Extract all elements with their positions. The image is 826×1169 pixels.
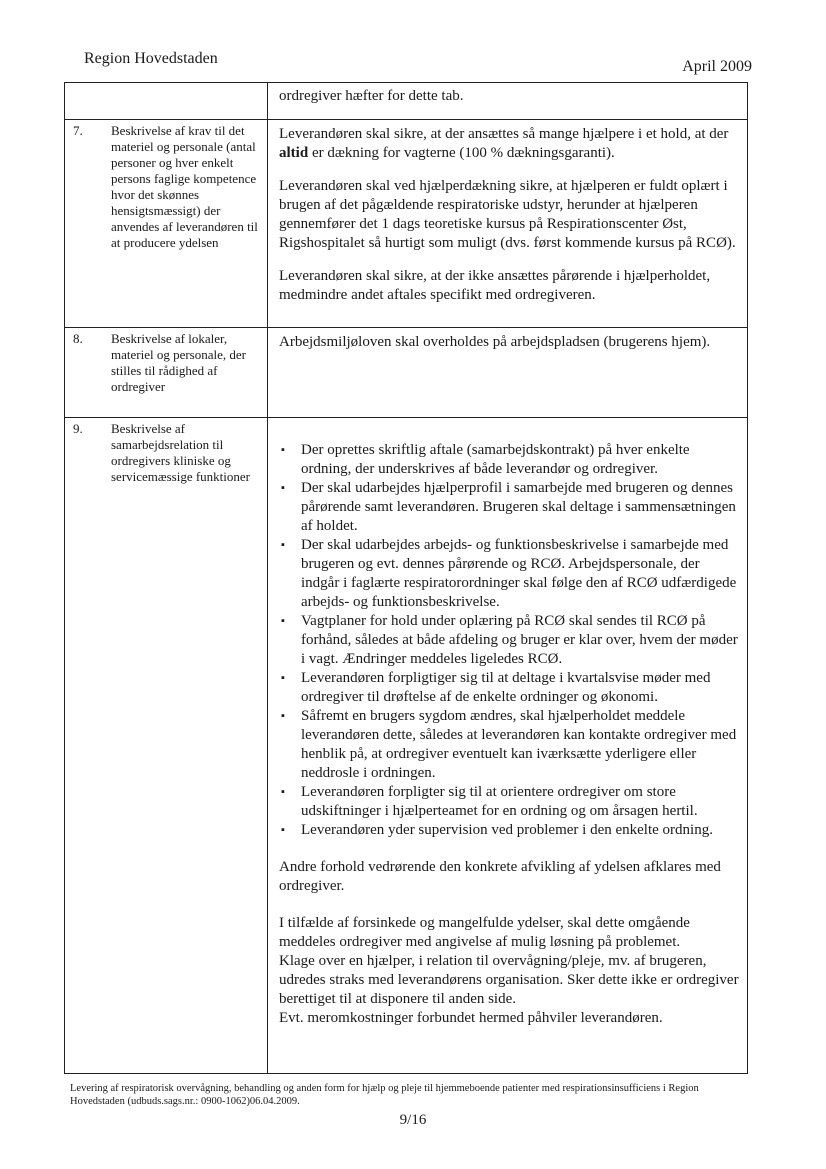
column-divider [267,83,268,1073]
row0-text: ordregiver hæfter for dette tab. [279,88,464,104]
list-item: ▪ Leverandøren forpligter sig til at orientere ordregiver om store udskiftninger i hjælperteamet for en ordning og om årsagen hertil. [279,783,739,821]
list-item: ▪ Vagtplaner for hold under oplæring på RCØ skal sendes til RCØ på forhånd, således at både afdeling og bruger er klar over, hvem der møder i vagt. Ændringer meddeles ligeledes RCØ. [279,612,739,669]
row8-text: Arbejdsmiljøloven skal overholdes på arbejdspladsen (brugerens hjem). [279,334,711,350]
list-item: ▪ Leverandøren forpligtiger sig til at deltage i kvartalsvise møder med ordregiver til drøftelse af de enkelte ordninger og økonomi. [279,669,739,707]
footer-text: Levering af respiratorisk overvågning, behandling og anden form for hjælp og pleje til hjemmeboende patienter med respirationsinsufficiens i Region Hovedstaden (udbuds.sags.nr.: 0900-1062)06.04.2009. [70,1083,699,1107]
page-number: 9/16 [399,1112,427,1128]
list-item: ▪ Leverandøren yder supervision ved problemer i den enkelte ordning. [279,821,739,840]
header-organization: Region Hovedstaden [84,50,218,67]
list-item: ▪ Der skal udarbejdes hjælperprofil i samarbejde med brugeren og dennes pårørende samt leverandøren. Brugeren skal deltage i sammensætningen af holdet. [279,479,739,536]
requirements-table [64,82,748,1074]
row9-final-line: Klage over en hjælper, i relation til overvågning/pleje, mv. af brugeren, udredes straks med leverandørens organisation. Sker dette ikke er ordregiver berettiget til at disponere til anden side. [279,953,739,1007]
row7-content [279,125,739,319]
row7-paragraph-3: Leverandøren skal sikre, at der ikke ansættes pårørende i hjælperholdet, medmindre andet aftales specifikt med ordregiveren. [279,268,711,303]
list-item: ▪ Der oprettes skriftlig aftale (samarbejdskontrakt) på hver enkelte ordning, der underskrives af både leverandør og ordregiver. [279,441,739,479]
row-divider [65,119,747,120]
list-item: ▪ Såfremt en brugers sygdom ændres, skal hjælperholdet meddele leverandøren dette, således at leverandøren kan kontakte ordregiver med henblik på, at ordregiver eventuelt kan iværksætte yderligere eller neddrosle i ordningen. [279,707,739,783]
row-divider [65,327,747,328]
row9-number: 9. [73,421,83,436]
row9-paragraph-after: Andre forhold vedrørende den konkrete afvikling af ydelsen afklares med ordregiver. [279,859,721,894]
header-date: April 2009 [682,58,752,75]
row9-final-line: Evt. meromkostninger forbundet hermed påhviler leverandøren. [279,1010,663,1026]
row9-bullet-list [279,441,739,840]
row9-content [279,441,739,1028]
list-item: ▪ Der skal udarbejdes arbejds- og funktionsbeskrivelse i samarbejde med brugeren og evt. dennes pårørende og RCØ. Arbejdspersonale, der indgår i faglærte respiratorordninger skal følge den af RCØ udfærdigede arbejds- og funktionsbeskrivelse. [279,536,739,612]
row7-paragraph-2: Leverandøren skal ved hjælperdækning sikre, at hjælperen er fuldt oplært i brugen af det pågældende respiratoriske udstyr, herunder at hjælperen gennemfører det 1 dags teoretiske kursus på Respirationscenter Øst, Rigshospitalet så hurtigt som muligt (dvs. først kommende kursus på RCØ). [279,178,736,251]
row8-label: Beskrivelse af lokaler, materiel og personale, der stilles til rådighed af ordregiver [111,331,246,394]
row9-final-line: I tilfælde af forsinkede og mangelfulde ydelser, skal dette omgående meddeles ordregiver med angivelse af mulig løsning på problemet. [279,915,690,950]
row7-label: Beskrivelse af krav til det materiel og personale (antal personer og hver enkelt persons faglige kompetence hvor det skønnes hensigtsmæssigt) der anvendes af leverandøren til at producere ydelsen [111,123,258,250]
row7-number: 7. [73,123,83,138]
row9-label: Beskrivelse af samarbejdsrelation til ordregivers kliniske og servicemæssige funktioner [111,421,250,484]
row9-final-block [279,914,739,1028]
row8-number: 8. [73,331,83,346]
row7-paragraph-1: Leverandøren skal sikre, at der ansættes så mange hjælpere i et hold, at der altid er dækning for vagterne (100 % dækningsgaranti). [279,126,729,161]
row-divider [65,417,747,418]
